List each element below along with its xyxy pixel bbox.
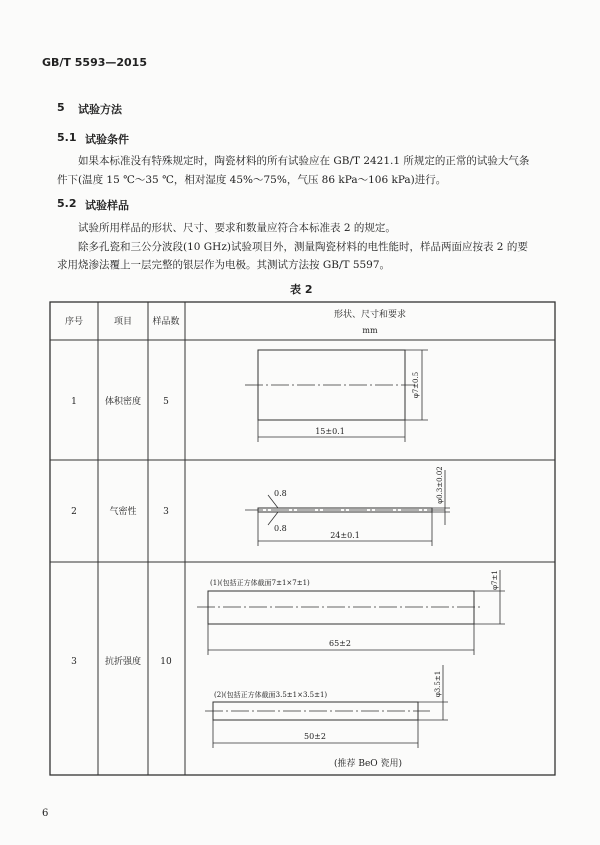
dim-length: 50±2: [304, 732, 326, 741]
row-item: 体积密度: [104, 397, 142, 407]
paragraph: 除多孔瓷和三公分波段(10 GHz)试验项目外，测量陶瓷材料的电性能时，样品两面应按表 2 的要: [78, 241, 528, 253]
table-caption: 表 2: [290, 283, 313, 296]
dim-diameter: φ3.5±1: [434, 670, 442, 698]
dim-thickness: φ0.3±0.02: [436, 466, 444, 504]
paragraph: 试验所用样品的形状、尺寸、要求和数量应符合本标准表 2 的规定。: [78, 222, 396, 234]
header-count: 样品数: [152, 317, 180, 327]
dim-chamfer: 0.8: [274, 524, 287, 533]
section-5-2-title: 试验样品: [85, 199, 129, 212]
page-number: 6: [42, 808, 49, 819]
dim-chamfer: 0.8: [274, 489, 287, 498]
dim-length: 15±0.1: [315, 427, 345, 436]
dim-diameter: φ7±0.5: [412, 371, 420, 399]
specimen-1-label: (1)(包括正方体截面7±1×7±1): [210, 579, 310, 587]
section-5-number: 5: [57, 101, 65, 114]
row-no: 2: [71, 507, 77, 517]
table-note: (推荐 BeO 瓷用): [333, 759, 403, 769]
row-item: 气密性: [109, 507, 137, 517]
section-5-title: 试验方法: [78, 103, 122, 116]
header-unit: mm: [362, 326, 378, 335]
section-5-1-number: 5.1: [57, 131, 77, 144]
paragraph: 件下(温度 15 ℃～35 ℃，相对湿度 45%～75%，气压 86 kPa～106 kPa)进行。: [57, 174, 447, 186]
paragraph: 如果本标准没有特殊规定时，陶瓷材料的所有试验应在 GB/T 2421.1 所规定的正常的试验大气条: [78, 155, 530, 167]
header-item: 项目: [113, 317, 133, 327]
row-count: 3: [163, 507, 169, 517]
row-count: 10: [160, 657, 172, 667]
row-item: 抗折强度: [104, 657, 142, 667]
row-count: 5: [163, 397, 169, 407]
section-5-2-number: 5.2: [57, 197, 77, 210]
header-no: 序号: [64, 317, 84, 327]
section-5-1-title: 试验条件: [85, 133, 129, 146]
dim-length: 24±0.1: [330, 531, 360, 540]
drawing-3: [197, 570, 505, 748]
paragraph: 求用烧渗法覆上一层完整的银层作为电极。其测试方法按 GB/T 5597。: [57, 259, 391, 271]
standard-number: GB/T 5593—2015: [42, 56, 147, 69]
dim-length: 65±2: [329, 639, 351, 648]
header-shape: 形状、尺寸和要求: [333, 310, 407, 320]
row-no: 3: [71, 657, 77, 667]
dim-diameter: φ7±1: [491, 570, 499, 590]
specimen-2-label: (2)(包括正方体截面3.5±1×3.5±1): [214, 691, 328, 699]
row-no: 1: [71, 397, 77, 407]
